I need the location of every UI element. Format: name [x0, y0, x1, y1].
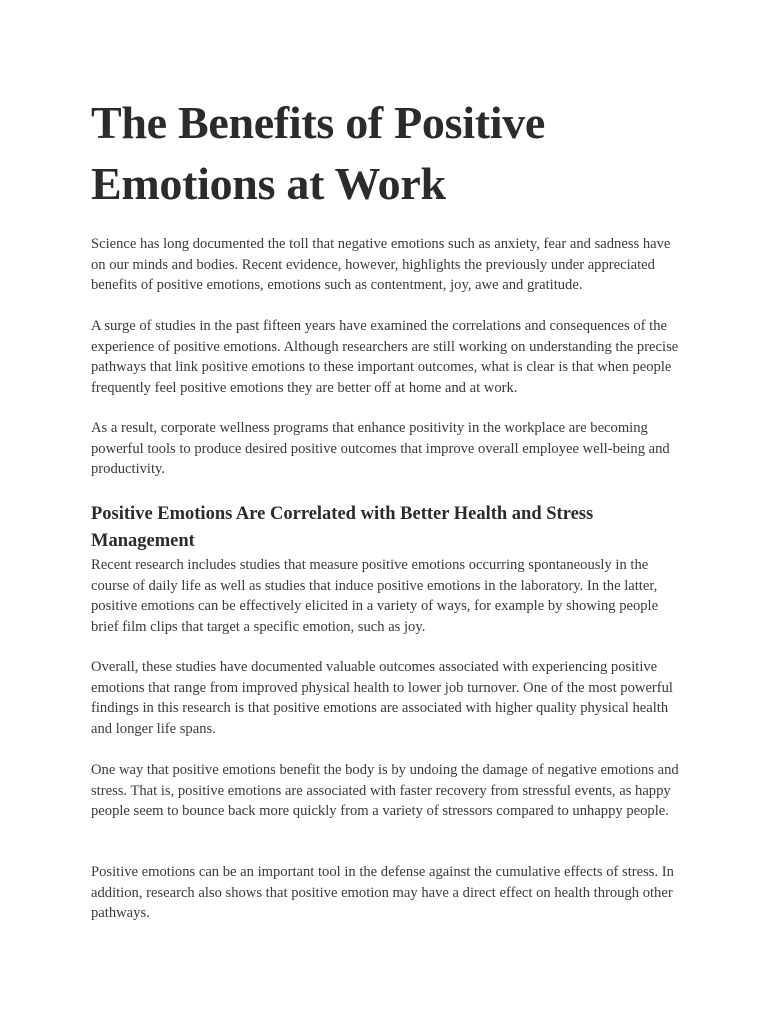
- intro-paragraph-3: As a result, corporate wellness programs that enhance positivity in the workplace are becoming powerful tools to produce desired positive outcomes that improve overall employee well-being and productivity.: [91, 420, 670, 478]
- intro-paragraph-2: A surge of studies in the past fifteen years have examined the correlations and consequences of the experience of positive emotions. Although researchers are still working on understanding the precise pathways that link positive emotions to these important outcomes, what is clear is that when people frequently feel positive emotions they are better off at home and at work.: [91, 318, 679, 396]
- section-paragraph-2: Overall, these studies have documented valuable outcomes associated with experiencing positive emotions that range from improved physical health to lower job turnover. One of the most powerful findings in this research is that positive emotions are associated with higher quality physical health and longer life spans.: [91, 659, 673, 737]
- page-title: The Benefits of Positive Emotions at Work: [91, 97, 546, 209]
- section-paragraph-3: One way that positive emotions benefit the body is by undoing the damage of negative emotions and stress. That is, positive emotions are associated with faster recovery from stressful events, as happy people seem to bounce back more quickly from a variety of stressors compared to unhappy people.: [91, 762, 679, 820]
- section-heading: Positive Emotions Are Correlated with Better Health and Stress Management: [91, 504, 594, 551]
- intro-paragraph-1: Science has long documented the toll that negative emotions such as anxiety, fear and sadness have on our minds and bodies. Recent evidence, however, highlights the previously under appreciated benefits of positive emotions, emotions such as contentment, joy, awe and gratitude.: [91, 236, 671, 294]
- section-paragraph-1: Recent research includes studies that measure positive emotions occurring spontaneously in the course of daily life as well as studies that induce positive emotions in the laboratory. In the latter, positive emotions can be effectively elicited in a variety of ways, for example by showing people brief film clips that target a specific emotion, such as joy.: [91, 557, 659, 635]
- section-paragraph-4: Positive emotions can be an important tool in the defense against the cumulative effects of stress. In addition, research also shows that positive emotion may have a direct effect on health through other pathways.: [91, 864, 674, 922]
